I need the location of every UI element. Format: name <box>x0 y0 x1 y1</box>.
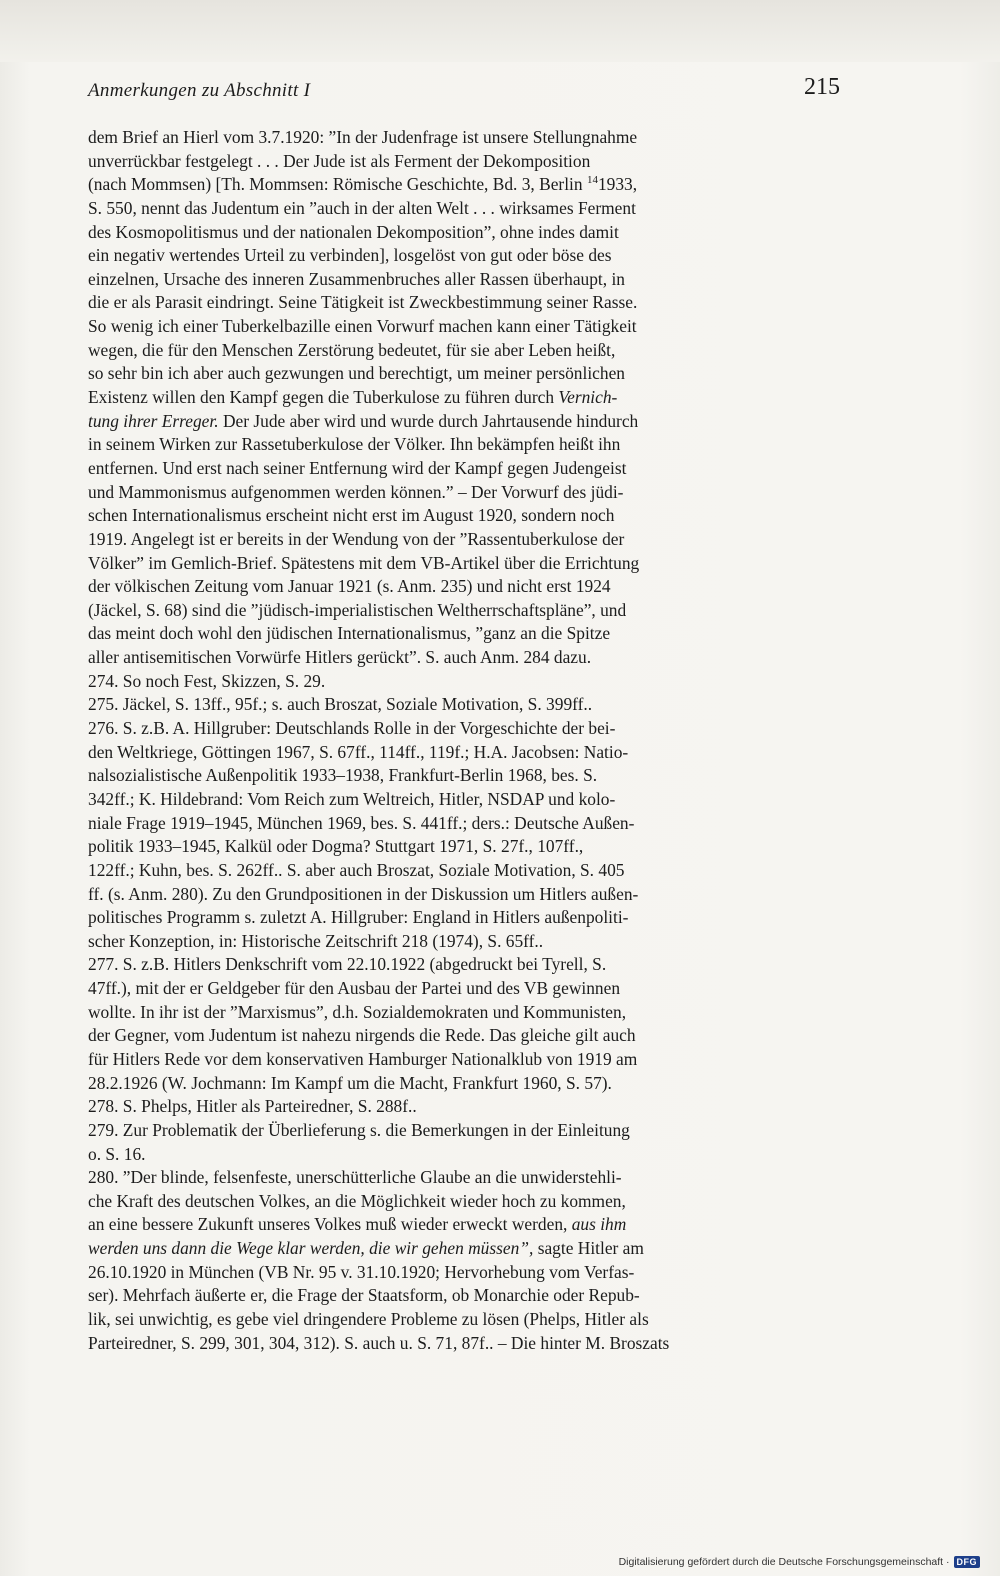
text-segment: So wenig ich einer Tuberkelbazille einen Vorwurf machen kann einer Tätigkeit <box>88 316 637 337</box>
text-segment: 278. S. Phelps, Hitler als Parteiredner, S. 288f.. <box>88 1096 417 1117</box>
text-segment: 280. ”Der blinde, felsenfeste, unerschütterliche Glaube an die unwiderstehli- <box>88 1167 622 1188</box>
text-segment: an eine bessere Zukunft unseres Volkes muß wieder erweckt werden, <box>88 1214 572 1235</box>
text-line <box>88 835 848 859</box>
text-line <box>88 1001 848 1025</box>
text-segment: politik 1933–1945, Kalkül oder Dogma? Stuttgart 1971, S. 27f., 107ff., <box>88 836 584 857</box>
text-segment: für Hitlers Rede vor dem konservativen Hamburger Nationalklub von 1919 am <box>88 1048 638 1069</box>
text-line <box>88 1072 848 1096</box>
text-segment: scher Konzeption, in: Historische Zeitschrift 218 (1974), S. 65ff.. <box>88 930 544 951</box>
text-line <box>88 268 848 292</box>
text-line <box>88 953 848 977</box>
text-segment: schen Internationalismus erscheint nicht erst im August 1920, sondern noch <box>88 505 615 526</box>
italic-text: werden uns dann die Wege klar werden, die wir gehen müssen”, <box>88 1238 534 1259</box>
text-line <box>88 764 848 788</box>
text-line <box>88 410 848 434</box>
page-top-shadow <box>0 0 1000 62</box>
text-line <box>88 386 848 410</box>
text-segment: ff. (s. Anm. 280). Zu den Grundpositionen in der Diskussion um Hitlers außen- <box>88 883 639 904</box>
text-segment: S. 550, nennt das Judentum ein ”auch in der alten Welt . . . wirksames Ferment <box>88 197 636 218</box>
text-segment: der völkischen Zeitung vom Januar 1921 (s. Anm. 235) und nicht erst 1924 <box>88 576 611 597</box>
text-line <box>88 1143 848 1167</box>
text-line <box>88 883 848 907</box>
text-segment: o. S. 16. <box>88 1143 146 1164</box>
text-segment: (Jäckel, S. 68) sind die ”jüdisch-imperialistischen Weltherrschaftspläne”, und <box>88 599 627 620</box>
text-segment: Völker” im Gemlich-Brief. Spätestens mit dem VB-Artikel über die Errichtung <box>88 552 640 573</box>
text-segment: die er als Parasit eindringt. Seine Tätigkeit ist Zweckbestimmung seiner Rasse. <box>88 292 638 313</box>
text-line <box>88 1190 848 1214</box>
text-line <box>88 788 848 812</box>
text-line <box>88 622 848 646</box>
text-line <box>88 859 848 883</box>
text-line <box>88 173 848 197</box>
italic-text: aus ihm <box>571 1214 627 1235</box>
text-segment: des Kosmopolitismus und der nationalen Dekomposition”, ohne indes damit <box>88 221 619 242</box>
text-segment: wollte. In ihr ist der ”Marxismus”, d.h. Sozialdemokraten und Kommunisten, <box>88 1001 627 1022</box>
text-segment: 122ff.; Kuhn, bes. S. 262ff.. S. aber auch Broszat, Soziale Motivation, S. 405 <box>88 859 625 880</box>
text-line <box>88 1261 848 1285</box>
text-line <box>88 433 848 457</box>
text-segment: unverrückbar festgelegt . . . Der Jude ist als Ferment der Dekomposition <box>88 150 591 171</box>
text-segment: Existenz willen den Kampf gegen die Tuberkulose zu führen durch <box>88 387 559 408</box>
text-segment: 277. S. z.B. Hitlers Denkschrift vom 22.10.1922 (abgedruckt bei Tyrell, S. <box>88 954 607 975</box>
text-line <box>88 717 848 741</box>
text-line <box>88 1284 848 1308</box>
text-segment: 1919. Angelegt ist er bereits in der Wendung von der ”Rassentuberkulose der <box>88 528 625 549</box>
footnotes-body <box>88 126 848 1355</box>
text-segment: niale Frage 1919–1945, München 1969, bes. S. 441ff.; ders.: Deutsche Außen- <box>88 812 635 833</box>
text-line <box>88 1308 848 1332</box>
text-segment: 47ff.), mit der er Geldgeber für den Ausbau der Partei und des VB gewinnen <box>88 978 621 999</box>
text-segment: sagte Hitler am <box>533 1238 644 1259</box>
text-line <box>88 291 848 315</box>
text-segment: nalsozialistische Außenpolitik 1933–1938, Frankfurt-Berlin 1968, bes. S. <box>88 765 598 786</box>
text-segment: und Mammonismus aufgenommen werden können.” – Der Vorwurf des jüdi- <box>88 481 624 502</box>
text-segment: entfernen. Und erst nach seiner Entfernung wird der Kampf gegen Judengeist <box>88 457 627 478</box>
text-line <box>88 693 848 717</box>
text-line <box>88 930 848 954</box>
credit-text: Digitalisierung gefördert durch die Deutsche Forschungsgemeinschaft · <box>618 1556 950 1568</box>
text-line <box>88 1119 848 1143</box>
text-segment: lik, sei unwichtig, es gebe viel dringendere Probleme zu lösen (Phelps, Hitler als <box>88 1309 649 1330</box>
text-line <box>88 339 848 363</box>
text-line <box>88 670 848 694</box>
text-segment: aller antisemitischen Vorwürfe Hitlers gerückt”. S. auch Anm. 284 dazu. <box>88 647 592 668</box>
text-line <box>88 1166 848 1190</box>
text-line <box>88 741 848 765</box>
text-line <box>88 315 848 339</box>
text-segment: 275. Jäckel, S. 13ff., 95f.; s. auch Broszat, Soziale Motivation, S. 399ff.. <box>88 694 593 715</box>
text-segment: 342ff.; K. Hildebrand: Vom Reich zum Weltreich, Hitler, NSDAP und kolo- <box>88 788 616 809</box>
text-line <box>88 1024 848 1048</box>
text-segment: so sehr bin ich aber auch gezwungen und berechtigt, um meiner persönlichen <box>88 363 625 384</box>
text-line <box>88 599 848 623</box>
text-line <box>88 1332 848 1356</box>
italic-text: Vernich- <box>558 387 618 408</box>
text-line <box>88 1213 848 1237</box>
text-line <box>88 126 848 150</box>
text-segment: 26.10.1920 in München (VB Nr. 95 v. 31.10.1920; Hervorhebung vom Verfas- <box>88 1261 635 1282</box>
text-segment: Der Jude aber wird und wurde durch Jahrtausende hindurch <box>218 410 639 431</box>
text-segment: einzelnen, Ursache des inneren Zusammenbruches aller Rassen überhaupt, in <box>88 268 625 289</box>
text-line <box>88 504 848 528</box>
text-segment: che Kraft des deutschen Volkes, an die Möglichkeit wieder hoch zu kommen, <box>88 1190 626 1211</box>
text-segment: in seinem Wirken zur Rassetuberkulose der Völker. Ihn bekämpfen heißt ihn <box>88 434 621 455</box>
italic-text: tung ihrer Erreger. <box>88 410 219 431</box>
text-line <box>88 812 848 836</box>
text-segment: dem Brief an Hierl vom 3.7.1920: ”In der Judenfrage ist unsere Stellungnahme <box>88 127 638 147</box>
text-line <box>88 150 848 174</box>
text-segment: ser). Mehrfach äußerte er, die Frage der Staatsform, ob Monarchie oder Repub- <box>88 1285 640 1306</box>
text-segment: das meint doch wohl den jüdischen Internationalismus, ”ganz an die Spitze <box>88 623 611 644</box>
digitization-credit <box>619 1556 980 1568</box>
running-title: Anmerkungen zu Abschnitt I <box>88 80 311 101</box>
text-segment: 276. S. z.B. A. Hillgruber: Deutschlands Rolle in der Vorgeschichte der bei- <box>88 718 616 739</box>
text-line <box>88 977 848 1001</box>
page-header <box>88 74 840 108</box>
text-line <box>88 362 848 386</box>
text-line <box>88 244 848 268</box>
text-line <box>88 528 848 552</box>
text-line <box>88 1095 848 1119</box>
text-line <box>88 197 848 221</box>
text-segment: 28.2.1926 (W. Jochmann: Im Kampf um die Macht, Frankfurt 1960, S. 57). <box>88 1072 612 1093</box>
text-segment: ein negativ wertendes Urteil zu verbinden], losgelöst von gut oder böse des <box>88 245 612 266</box>
page-number: 215 <box>804 74 840 100</box>
text-segment: 274. So noch Fest, Skizzen, S. 29. <box>88 670 326 691</box>
text-line <box>88 481 848 505</box>
text-segment: wegen, die für den Menschen Zerstörung bedeutet, für sie aber Leben heißt, <box>88 339 616 360</box>
superscript: 14 <box>586 174 598 187</box>
text-line <box>88 646 848 670</box>
text-segment: der Gegner, vom Judentum ist nahezu nirgends die Rede. Das gleiche gilt auch <box>88 1025 636 1046</box>
text-segment: den Weltkriege, Göttingen 1967, S. 67ff., 114ff., 119f.; H.A. Jacobsen: Natio- <box>88 741 629 762</box>
text-segment: 279. Zur Problematik der Überlieferung s. die Bemerkungen in der Einleitung <box>88 1119 630 1140</box>
text-segment: 1933, <box>597 174 638 195</box>
text-line <box>88 552 848 576</box>
text-segment: Parteiredner, S. 299, 301, 304, 312). S. auch u. S. 71, 87f.. – Die hinter M. Broszats <box>88 1332 670 1353</box>
text-line <box>88 575 848 599</box>
text-line <box>88 1048 848 1072</box>
text-line <box>88 221 848 245</box>
text-line <box>88 1237 848 1261</box>
dfg-logo: DFG <box>954 1556 981 1568</box>
text-line <box>88 457 848 481</box>
text-segment: politisches Programm s. zuletzt A. Hillgruber: England in Hitlers außenpoliti- <box>88 907 629 928</box>
text-line <box>88 906 848 930</box>
text-segment: (nach Mommsen) [Th. Mommsen: Römische Geschichte, Bd. 3, Berlin <box>88 174 587 195</box>
